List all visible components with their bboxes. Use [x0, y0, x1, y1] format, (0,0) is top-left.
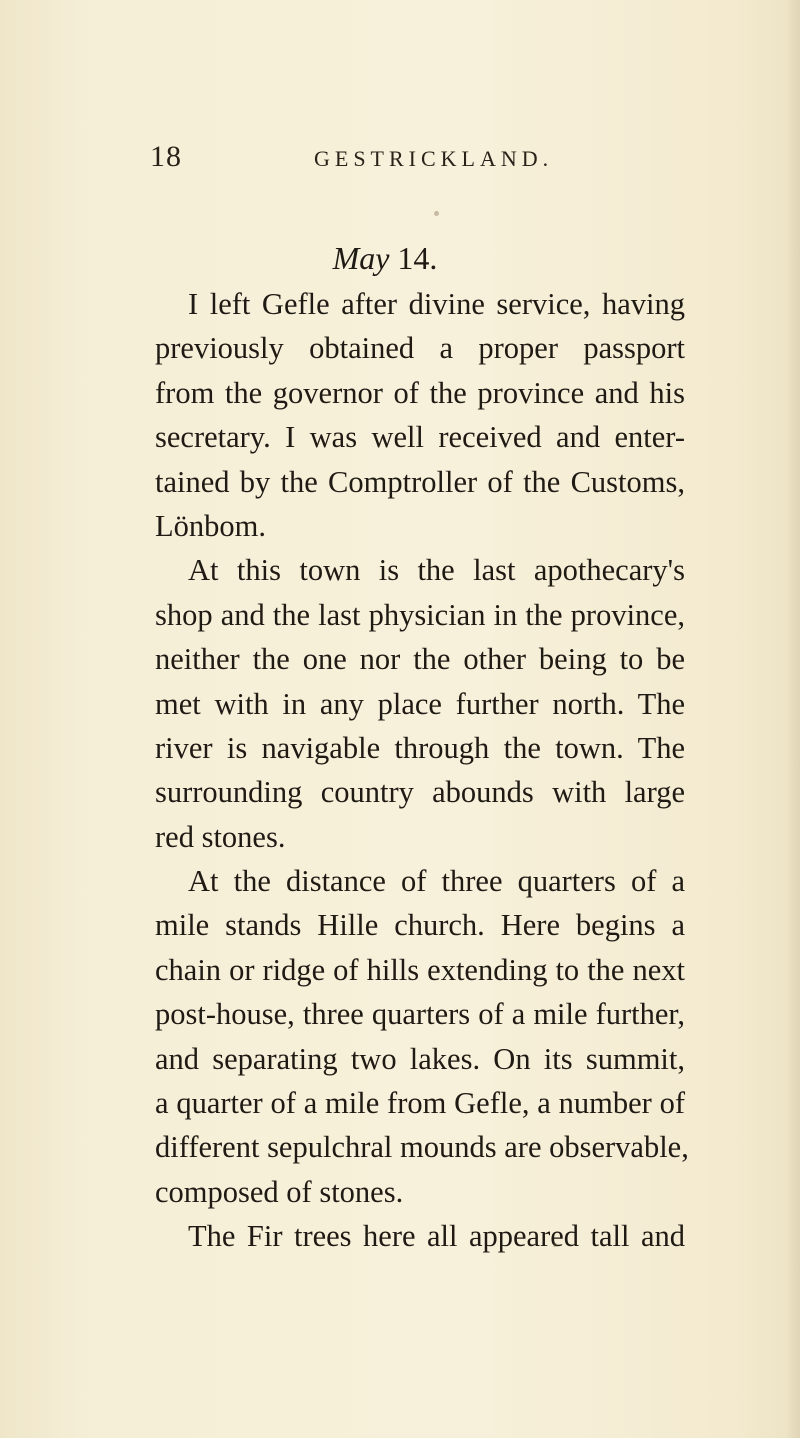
date-month: May	[332, 240, 390, 276]
text-line: I left Gefle after divine service, having	[188, 287, 685, 321]
text-line: composed of stones.	[155, 1174, 404, 1209]
text-line: red stones.	[155, 819, 286, 854]
running-title: GESTRICKLAND.	[314, 146, 554, 171]
date-heading	[0, 240, 770, 277]
ink-speck	[434, 211, 439, 216]
text-line: and separating two lakes. On its summit,	[155, 1041, 685, 1076]
page-edge-shadow	[786, 0, 800, 1438]
date-day: 14.	[397, 240, 438, 276]
text-line: previously obtained a proper passport	[155, 331, 685, 366]
text-line: post-house, three quarters of a mile further,	[155, 997, 685, 1032]
text-line: different sepulchral mounds are observable,	[155, 1130, 689, 1165]
text-line: At this town is the last apothecary's	[188, 553, 685, 588]
page-header	[150, 140, 650, 180]
text-line: Lönbom.	[155, 508, 266, 543]
text-line: river is navigable through the town. The	[155, 730, 685, 765]
text-line: surrounding country abounds with large	[155, 775, 685, 810]
text-line: mile stands Hille church. Here begins a	[155, 908, 685, 943]
text-line: chain or ridge of hills extending to the next	[155, 952, 685, 987]
text-line: tained by the Comptroller of the Customs,	[155, 464, 685, 499]
text-line: The Fir trees here all appeared tall and	[188, 1219, 685, 1254]
text-line: secretary. I was well received and enter-	[155, 420, 685, 455]
text-line: from the governor of the province and his	[155, 375, 685, 410]
ink-speck	[553, 1243, 557, 1247]
text-line: shop and the last physician in the province,	[155, 597, 685, 632]
text-line: At the distance of three quarters of a	[188, 864, 685, 899]
text-line: a quarter of a mile from Gefle, a number of	[155, 1086, 685, 1121]
text-line: neither the one nor the other being to be	[155, 642, 685, 677]
text-line: met with in any place further north. The	[155, 686, 685, 721]
body-text	[155, 282, 689, 1259]
page-number: 18	[150, 140, 182, 173]
